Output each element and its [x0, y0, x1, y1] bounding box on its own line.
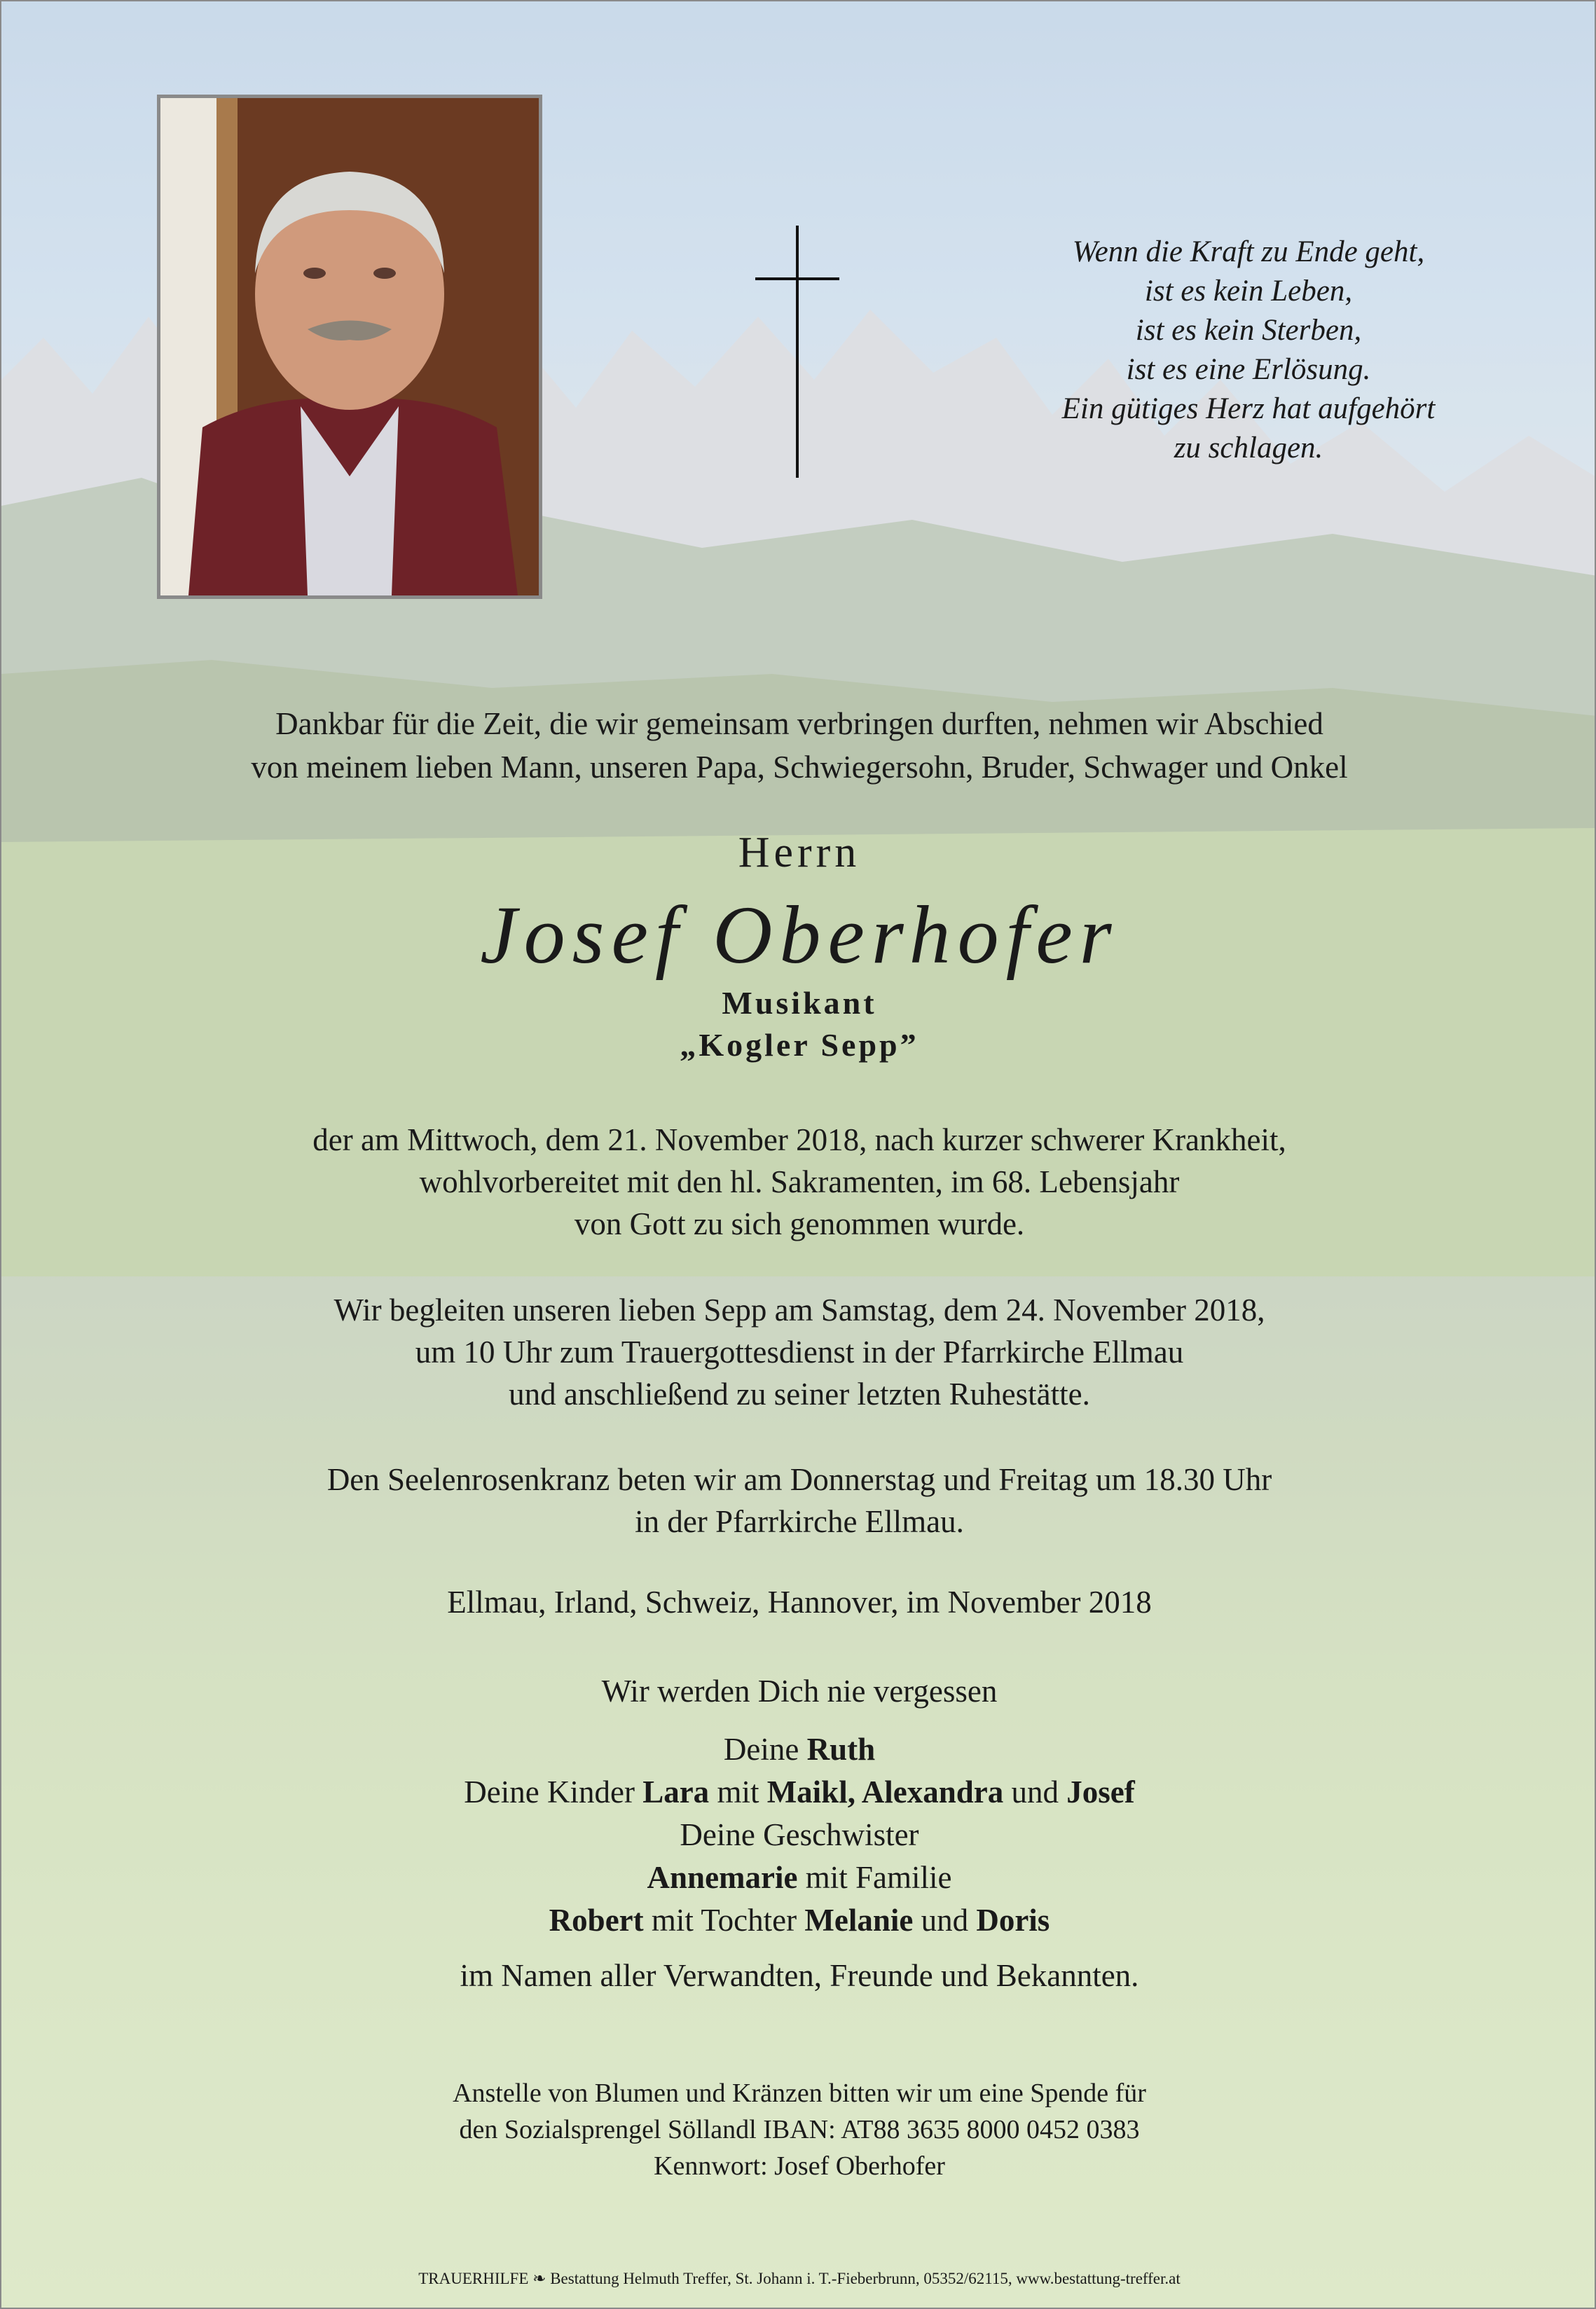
family-text: und: [1003, 1774, 1067, 1810]
portrait-photo: [157, 95, 542, 599]
family-member-name: Doris: [976, 1903, 1050, 1938]
family-list: [1, 1728, 1596, 1942]
nickname: „Kogler Sepp”: [680, 1027, 919, 1063]
funeral-line: um 10 Uhr zum Trauergottesdienst in der Pfarrkirche Ellmau: [415, 1335, 1184, 1370]
intro-line: Dankbar für die Zeit, die wir gemeinsam verbringen durften, nehmen wir Abschied: [275, 706, 1323, 741]
cross-icon: [755, 226, 839, 478]
intro-line: von meinem lieben Mann, unseren Papa, Schwiegersohn, Bruder, Schwager und Onkel: [251, 750, 1348, 785]
funeral-line: und anschließend zu seiner letzten Ruhestätte.: [509, 1377, 1090, 1412]
dove-logo-icon: ❧: [532, 2270, 546, 2287]
footer-brand: TRAUERHILFE: [418, 2270, 529, 2287]
farewell-line: Wir werden Dich nie vergessen: [601, 1674, 998, 1709]
donation-line: Anstelle von Blumen und Kränzen bitten wir um eine Spende für: [453, 2079, 1146, 2108]
poem: [968, 233, 1529, 468]
poem-line: ist es eine Erlösung.: [1126, 353, 1371, 386]
cross-horizontal-bar: [755, 277, 839, 280]
family-text: mit: [709, 1774, 767, 1810]
family-text: Deine: [723, 1732, 807, 1767]
footer: [1, 2268, 1596, 2289]
family-member-name: Maikl, Alexandra: [766, 1774, 1004, 1810]
funeral-line: Wir begleiten unseren lieben Sepp am Samstag, dem 24. November 2018,: [333, 1293, 1265, 1328]
family-line-children: [1, 1771, 1596, 1814]
family-text: Deine Kinder: [464, 1774, 643, 1810]
family-line-sibling: [1, 1899, 1596, 1942]
cross-vertical-bar: [796, 226, 799, 478]
family-text: und: [913, 1903, 977, 1938]
funeral-info: [1, 1289, 1596, 1415]
donation-info: [1, 2075, 1596, 2184]
donation-line: Kennwort: Josef Oberhofer: [654, 2151, 945, 2181]
family-text: mit Familie: [797, 1860, 952, 1895]
closing-line: im Namen aller Verwandten, Freunde und Bekannten.: [460, 1958, 1139, 1993]
salutation: Herrn: [738, 829, 861, 876]
poem-line: ist es kein Sterben,: [1135, 314, 1362, 347]
poem-line: ist es kein Leben,: [1144, 275, 1353, 308]
footer-text: Bestattung Helmuth Treffer, St. Johann i. T.-Fieberbrunn, 05352/62115, www.bestattung-treffer.at: [550, 2270, 1181, 2287]
deceased-name: Josef Oberhofer: [480, 889, 1119, 981]
rosary-line: in der Pfarrkirche Ellmau.: [635, 1504, 964, 1539]
family-member-name: Melanie: [804, 1903, 914, 1938]
poem-line: zu schlagen.: [1174, 432, 1323, 464]
occupation: Musikant: [722, 985, 877, 1021]
death-notice: [1, 1119, 1596, 1245]
poem-line: Wenn die Kraft zu Ende geht,: [1072, 235, 1425, 268]
intro-text: [1, 702, 1596, 789]
occupation-block: [1, 982, 1596, 1066]
family-member-name: Lara: [642, 1774, 710, 1810]
family-member-name: Robert: [549, 1903, 644, 1938]
family-text: mit Tochter: [643, 1903, 805, 1938]
family-member-name: Ruth: [806, 1732, 876, 1767]
death-notice-line: der am Mittwoch, dem 21. November 2018, nach kurzer schwerer Krankheit,: [312, 1122, 1286, 1157]
family-line-spouse: [1, 1728, 1596, 1771]
family-line-siblings-heading: Deine Geschwister: [680, 1817, 919, 1852]
rosary-line: Den Seelenrosenkranz beten wir am Donnerstag und Freitag um 18.30 Uhr: [326, 1462, 1272, 1497]
place-date: Ellmau, Irland, Schweiz, Hannover, im November 2018: [447, 1585, 1152, 1620]
poem-line: Ein gütiges Herz hat aufgehört: [1061, 392, 1436, 425]
rosary-info: [1, 1459, 1596, 1543]
family-member-name: Josef: [1066, 1774, 1135, 1810]
family-member-name: Annemarie: [647, 1860, 798, 1895]
portrait-illustration: [160, 98, 539, 595]
donation-line: den Sozialsprengel Söllandl IBAN: AT88 3635 8000 0452 0383: [459, 2115, 1140, 2144]
death-notice-line: von Gott zu sich genommen wurde.: [574, 1206, 1025, 1241]
death-notice-line: wohlvorbereitet mit den hl. Sakramenten, im 68. Lebensjahr: [419, 1164, 1180, 1199]
family-line-sibling: [1, 1856, 1596, 1899]
